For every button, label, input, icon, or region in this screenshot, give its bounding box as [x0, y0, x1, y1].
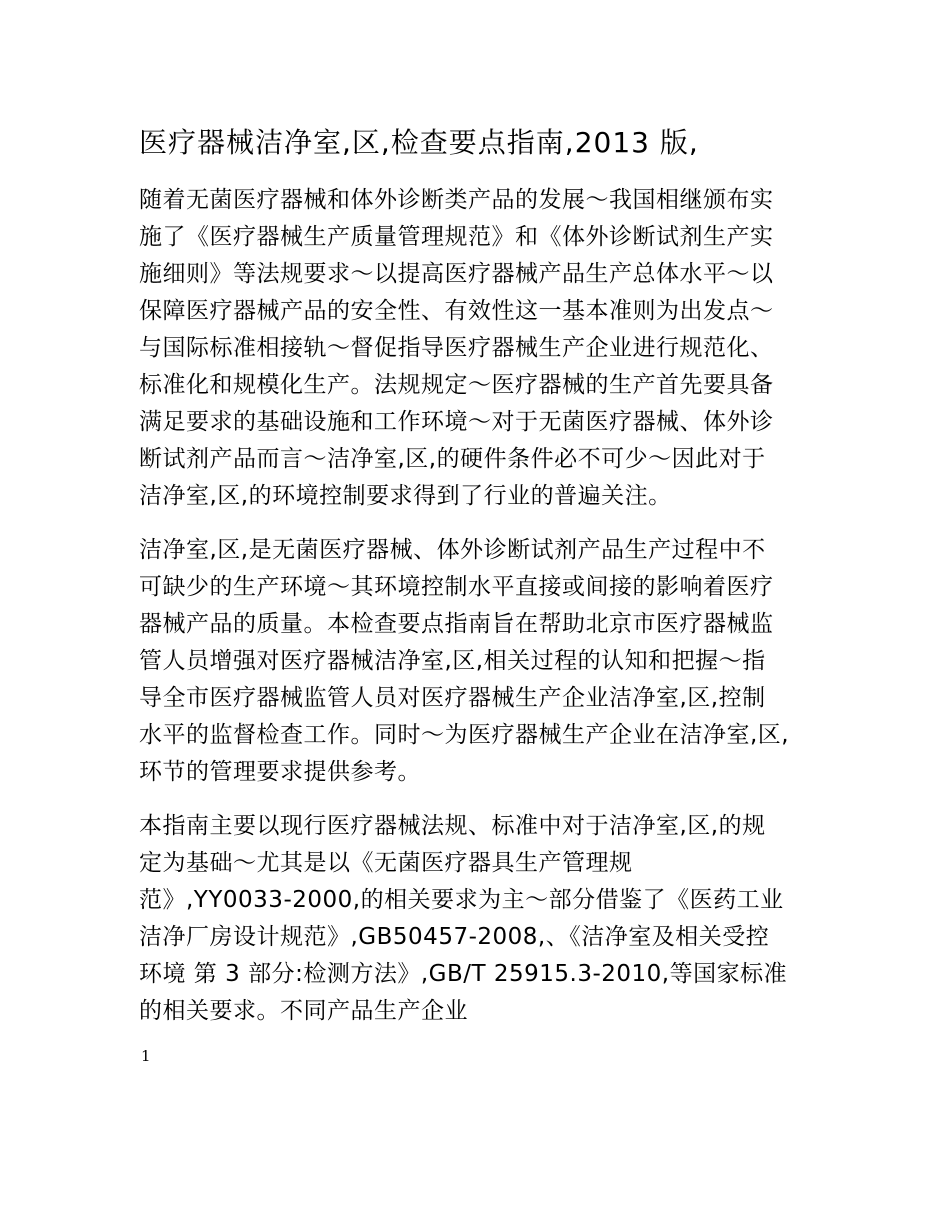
- text-line: 随着无菌医疗器械和体外诊断类产品的发展～我国相继颁布实: [139, 187, 774, 213]
- text-line: 洁净室,区,的环境控制要求得到了行业的普遍关注。: [139, 483, 672, 509]
- text-line: 本指南主要以现行医疗器械法规、标准中对于洁净室,区,的规: [139, 813, 766, 839]
- text-line: 满足要求的基础设施和工作环境～对于无菌医疗器械、体外诊: [139, 409, 774, 435]
- text-line: 环境 第 3 部分:检测方法》,GB/T 25915.3-2010,等国家标准: [139, 961, 788, 987]
- text-line: 环节的管理要求提供参考。: [139, 759, 421, 785]
- text-line: 保障医疗器械产品的安全性、有效性这一基本准则为出发点～: [139, 298, 774, 324]
- text-line: 可缺少的生产环境～其环境控制水平直接或间接的影响着医疗: [139, 574, 774, 600]
- text-line: 管人员增强对医疗器械洁净室,区,相关过程的认知和把握～指: [139, 648, 766, 674]
- text-line: 施了《医疗器械生产质量管理规范》和《体外诊断试剂生产实: [139, 224, 774, 250]
- page-number: 1: [141, 1047, 151, 1065]
- text-line: 洁净室,区,是无菌医疗器械、体外诊断试剂产品生产过程中不: [139, 537, 766, 563]
- text-line: 断试剂产品而言～洁净室,区,的硬件条件必不可少～因此对于: [139, 446, 766, 472]
- text-line: 洁净厂房设计规范》,GB50457-2008,、《洁净室及相关受控: [139, 924, 770, 950]
- text-line: 标准化和规模化生产。法规规定～医疗器械的生产首先要具备: [139, 372, 774, 398]
- paragraph-1: [139, 182, 829, 515]
- paragraph-3: [139, 808, 829, 1030]
- text-line: 水平的监督检查工作。同时～为医疗器械生产企业在洁净室,区,: [139, 722, 790, 748]
- text-line: 导全市医疗器械监管人员对医疗器械生产企业洁净室,区,控制: [139, 685, 766, 711]
- text-line: 的相关要求。不同产品生产企业: [139, 998, 468, 1024]
- text-line: 定为基础～尤其是以《无菌医疗器具生产管理规: [139, 850, 633, 876]
- text-line: 与国际标准相接轨～督促指导医疗器械生产企业进行规范化、: [139, 335, 774, 361]
- text-line: 器械产品的质量。本检查要点指南旨在帮助北京市医疗器械监: [139, 611, 774, 637]
- paragraph-2: [139, 532, 829, 791]
- text-line: 范》,YY0033-2000,的相关要求为主～部分借鉴了《医药工业: [139, 887, 784, 913]
- text-line: 施细则》等法规要求～以提高医疗器械产品生产总体水平～以: [139, 261, 774, 287]
- document-title: 医疗器械洁净室,区,检查要点指南,2013 版,: [139, 126, 699, 159]
